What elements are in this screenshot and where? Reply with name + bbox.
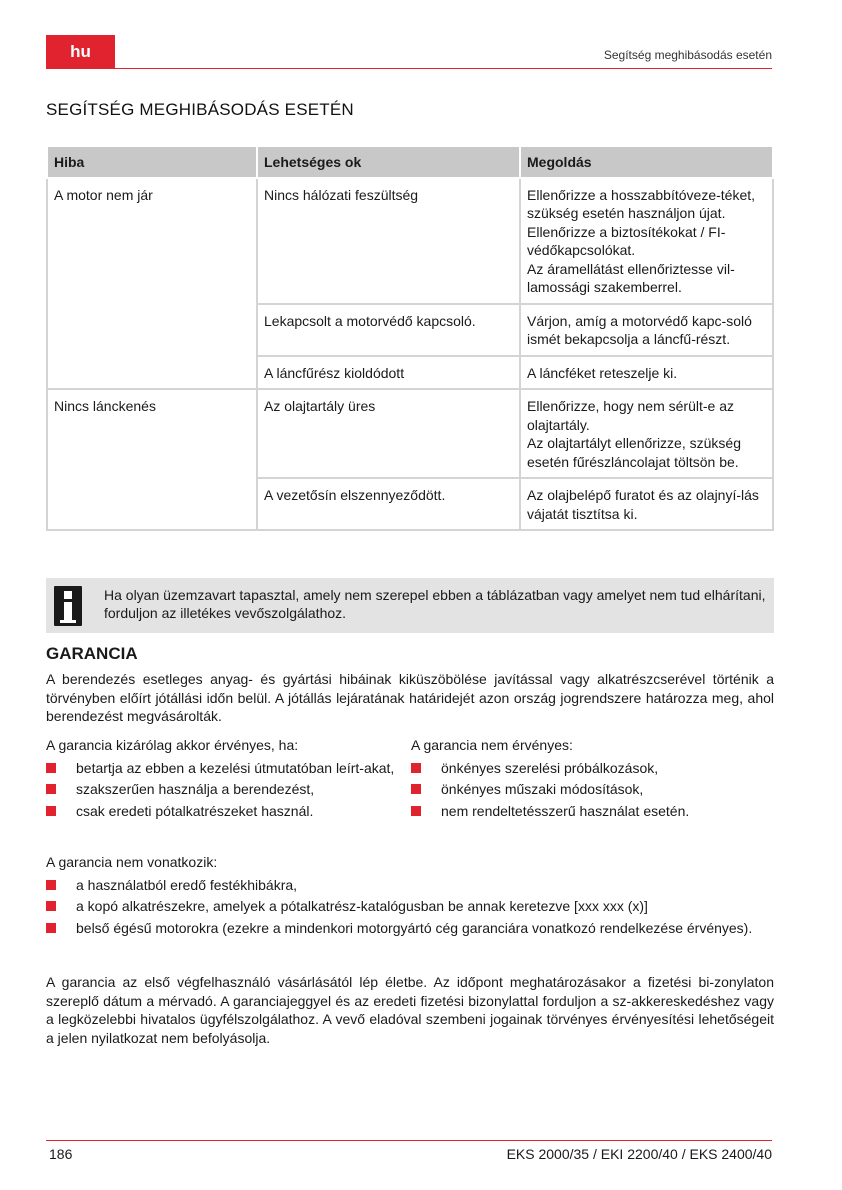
solution-line: Az áramellátást ellenőriztesse vil-lamossági szakemberrel. xyxy=(527,260,735,295)
solution-cell xyxy=(520,356,773,390)
list-item: szakszerűen használja a berendezést, xyxy=(46,780,410,799)
info-icon xyxy=(54,586,82,626)
warranty-valid-column xyxy=(46,736,410,824)
list-item: önkényes műszaki módosítások, xyxy=(411,780,775,799)
section-title: SEGÍTSÉG MEGHIBÁSODÁS ESETÉN xyxy=(46,100,354,119)
list-item: a használatból eredő festékhibákra, xyxy=(46,876,774,895)
solution-line: Ellenőrizze a hosszabbítóveze-téket, szükség esetén használjon újat. xyxy=(527,186,756,221)
cause-cell: Nincs hálózati feszültség xyxy=(257,178,520,304)
cause-cell: Az olajtartály üres xyxy=(257,389,520,478)
header-rule xyxy=(46,68,772,69)
page-number: 186 xyxy=(49,1146,73,1162)
info-note xyxy=(46,578,774,633)
table-row xyxy=(47,178,773,304)
list-item: betartja az ebben a kezelési útmutatóban leírt-akat, xyxy=(46,759,410,778)
warranty-invalid-label: A garancia nem érvényes: xyxy=(411,737,573,753)
list-item: csak eredeti pótalkatrészeket használ. xyxy=(46,802,410,821)
warranty-excluded xyxy=(46,853,774,941)
header-fault: Hiba xyxy=(47,146,257,178)
warranty-closing: A garancia az első végfelhasználó vásárlásától lép életbe. Az időpont meghatározásakor a fizetési bi-zonylaton szereplő dátum a mérvadó. A garanciajeggyel és az eredeti fizetési bizonylattal forduljon a sz-akkereskedéshez vagy a legközelebbi hivatalos ügyfélszolgálathoz. A vevő eladóval szembeni jogainak törvényes érvényesítési lehetőségeit a jelen nyilatkozat nem befolyásolja. xyxy=(46,974,774,1047)
solution-line: Az olajbelépő furatot és az olajnyí-lás vájatát tisztítsa ki. xyxy=(527,487,759,522)
list-item: belső égésű motorokra (ezekre a mindenkori motorgyártó cég garanciára vonatkozó rendelkezése érvényes). xyxy=(46,919,774,938)
cause-cell: A láncfűrész kioldódott xyxy=(257,356,520,390)
table-header-row xyxy=(47,146,773,178)
table-row xyxy=(47,389,773,478)
header-cause: Lehetséges ok xyxy=(257,146,520,178)
cause-cell: Lekapcsolt a motorvédő kapcsoló. xyxy=(257,304,520,356)
solution-line: Az olajtartályt ellenőrizze, szükség esetén fűrészláncolajat töltsön be. xyxy=(527,435,741,470)
solution-cell xyxy=(520,304,773,356)
solution-line: Ellenőrizze, hogy nem sérült-e az olajtartály. xyxy=(527,398,734,433)
list-item: nem rendeltetésszerű használat esetén. xyxy=(411,802,775,821)
model-designation: EKS 2000/35 / EKI 2200/40 / EKS 2400/40 xyxy=(506,1146,772,1162)
language-tab: hu xyxy=(46,35,115,69)
solution-line: A láncféket reteszelje ki. xyxy=(527,364,678,381)
fault-cell: A motor nem jár xyxy=(47,178,257,390)
footer-rule xyxy=(46,1140,772,1141)
fault-cell: Nincs lánckenés xyxy=(47,389,257,530)
warranty-valid-label: A garancia kizárólag akkor érvényes, ha: xyxy=(46,737,299,753)
cause-cell: A vezetősín elszennyeződött. xyxy=(257,478,520,530)
solution-cell xyxy=(520,478,773,530)
list-item: önkényes szerelési próbálkozások, xyxy=(411,759,775,778)
info-note-text: Ha olyan üzemzavart tapasztal, amely nem szerepel ebben a táblázatban vagy amelyet nem tud elhárítani, forduljon az illetékes vevőszolgálathoz. xyxy=(104,587,766,621)
running-head: Segítség meghibásodás esetén xyxy=(603,48,772,62)
warranty-title: GARANCIA xyxy=(46,644,138,663)
solution-line: Ellenőrizze a biztosítékokat / FI-védőkapcsolókat. xyxy=(527,223,726,258)
warranty-invalid-column xyxy=(411,736,775,824)
list-item: a kopó alkatrészekre, amelyek a pótalkatrész-katalógusban be annak keretezve [xxx xxx (x)] xyxy=(46,897,774,916)
solution-line: Várjon, amíg a motorvédő kapc-soló ismét bekapcsolja a láncfű-részt. xyxy=(527,312,752,347)
troubleshooting-table xyxy=(46,145,774,531)
solution-cell xyxy=(520,389,773,478)
warranty-intro: A berendezés esetleges anyag- és gyártási hibáinak kiküszöbölése javítással vagy alkatrészcserével történik a törvényben előírt jótállási időn belül. A jótállás lejáratának határidejét azon ország jogrendszere határozza meg, ahol berendezést megvásárolták. xyxy=(46,671,774,725)
warranty-excluded-label: A garancia nem vonatkozik: xyxy=(46,854,218,870)
header-solution: Megoldás xyxy=(520,146,773,178)
solution-cell xyxy=(520,178,773,304)
